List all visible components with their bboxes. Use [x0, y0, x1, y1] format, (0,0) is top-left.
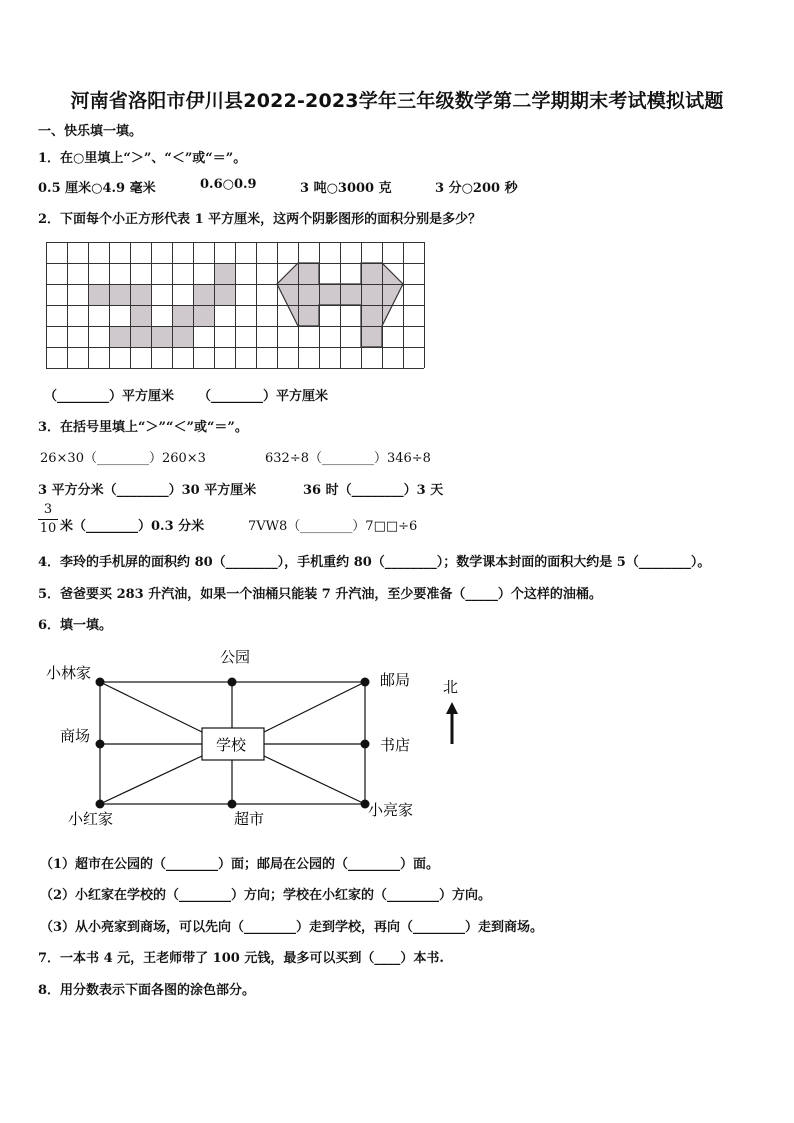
north-arrow-icon — [446, 702, 458, 744]
q5-text: 5．爸爸要买 283 升汽油，如果一个油桶只能装 7 升汽油，至少要准备（_____）个这样的油桶。 — [38, 587, 602, 602]
fraction-three-tenths — [38, 502, 58, 537]
q3-row2-item2: 36 时（________）3 天 — [303, 483, 444, 498]
label-mall: 商场 — [60, 727, 91, 745]
q1-item-1: 0.5 厘米○4.9 毫米 — [38, 181, 156, 196]
label-post-office: 邮局 — [380, 671, 411, 689]
q7-text: 7．一本书 4 元，王老师带了 100 元钱，最多可以买到（____）本书. — [38, 951, 444, 966]
q1-stem: 1．在○里填上“＞”、“＜”或“＝”。 — [38, 151, 247, 166]
q6-sub3: （3）从小亮家到商场，可以先向（________）走到学校，再向（________）走到商场。 — [40, 920, 544, 935]
label-north: 北 — [443, 678, 459, 696]
q8-text: 8．用分数表示下面各图的涂色部分。 — [38, 983, 256, 998]
q3-row1-item2: 632÷8（________）346÷8 — [265, 451, 431, 466]
label-bookstore: 书店 — [380, 736, 411, 754]
q1-item-2: 0.6○0.9 — [200, 177, 257, 192]
q3-row3-item1: 米（________）0.3 分米 — [60, 519, 205, 534]
label-xiaolin-home: 小林家 — [46, 664, 92, 682]
q2-stem: 2．下面每个小正方形代表 1 平方厘米，这两个阴影图形的面积分别是多少？ — [38, 212, 482, 227]
q3-row1-item1: 26×30（________）260×3 — [40, 451, 206, 466]
q2-answer-left: （________）平方厘米 — [44, 389, 175, 404]
q6-sub1: （1）超市在公园的（________）面；邮局在公园的（________）面。 — [40, 857, 440, 872]
q6-sub2: （2）小红家在学校的（________）方向；学校在小红家的（________）方向。 — [40, 888, 492, 903]
direction-map — [40, 640, 480, 835]
label-xiaoliang-home: 小亮家 — [368, 801, 414, 819]
fraction-numerator: 3 — [43, 502, 53, 517]
label-school: 学校 — [216, 736, 247, 754]
q3-row3-item2: 7VW8（________）7□□÷6 — [248, 519, 418, 534]
label-park: 公园 — [220, 648, 251, 666]
q1-item-3: 3 吨○3000 克 — [300, 181, 392, 196]
q3-stem: 3．在括号里填上“＞”“＜”或“＝”。 — [38, 420, 248, 435]
area-grid-figure — [46, 242, 430, 372]
section-heading: 一、快乐填一填。 — [38, 124, 143, 139]
q1-item-4: 3 分○200 秒 — [435, 181, 518, 196]
q6-stem: 6．填一填。 — [38, 618, 113, 633]
grid-lines — [46, 242, 425, 369]
q4-text: 4．李玲的手机屏的面积约 80（________），手机重约 80（________）；数学课本封面的面积大约是 5（________）。 — [38, 555, 711, 570]
q2-answer-right: （________）平方厘米 — [198, 389, 329, 404]
label-xiaohong-home: 小红家 — [68, 810, 114, 828]
label-supermarket: 超市 — [234, 810, 265, 828]
page-title: 河南省洛阳市伊川县2022-2023学年三年级数学第二学期期末考试模拟试题 — [70, 90, 724, 112]
fraction-denominator: 10 — [39, 521, 57, 536]
q3-row2-item1: 3 平方分米（________）30 平方厘米 — [38, 483, 257, 498]
